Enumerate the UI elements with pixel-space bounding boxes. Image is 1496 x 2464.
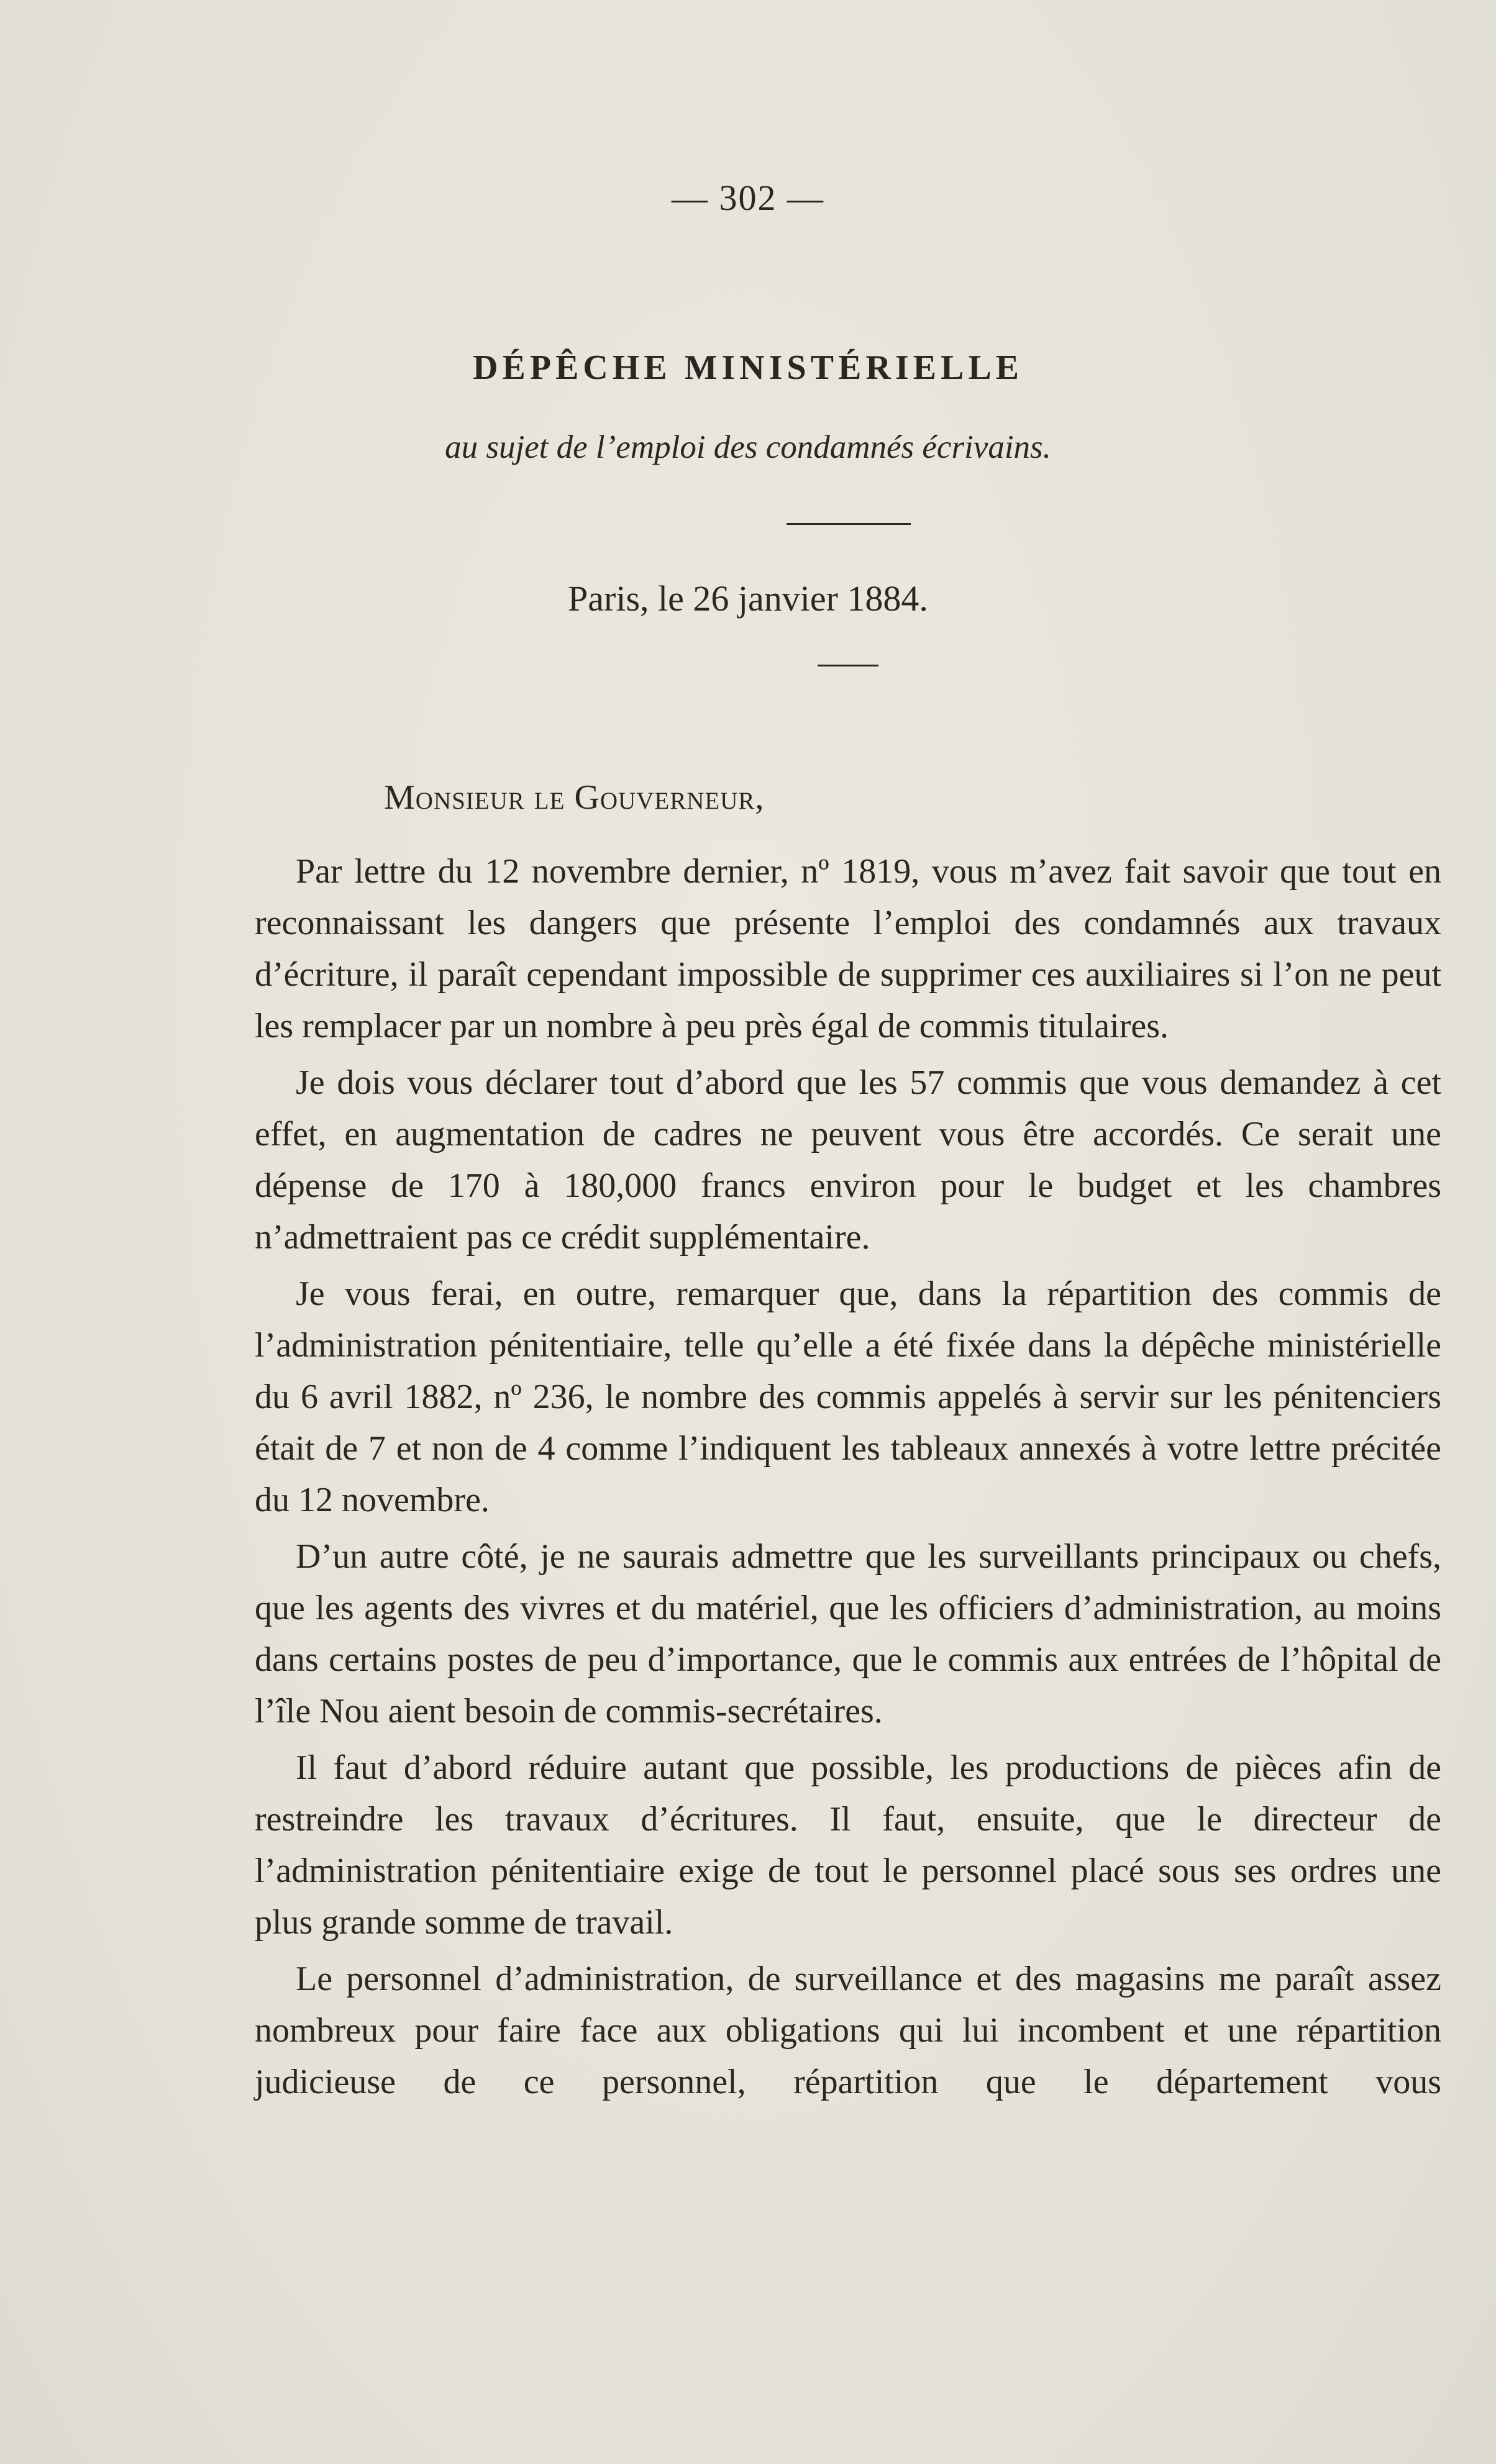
paragraph: Le personnel d’administration, de surveillance et des magasins me paraît assez nombreux pour faire face aux obligations qui lui incombent et une répartition judicieuse de ce personnel, répartition que le département vous — [255, 1960, 1441, 2101]
title-divider — [787, 523, 911, 525]
document-subtitle: au sujet de l’emploi des condamnés écrivains. — [445, 429, 1051, 465]
paragraph: Par lettre du 12 novembre dernier, nº 1819, vous m’avez fait savoir que tout en reconnaissant les dangers que présente l’emploi des condamnés aux travaux d’écriture, il paraît cependant impossible de supprimer ces auxiliaires si l’on ne peut les remplacer par un nombre à peu près égal de commis titulaires. — [255, 852, 1441, 1045]
letter-body — [255, 846, 1441, 2113]
paragraph: Je dois vous déclarer tout d’abord que les 57 commis que vous demandez à cet effet, en augmentation de cadres ne peuvent vous être accordés. Ce serait une dépense de 170 à 180,000 francs environ pour le budget et les chambres n’admettraient pas ce crédit supplémentaire. — [255, 1063, 1441, 1257]
document-title: DÉPÊCHE MINISTÉRIELLE — [472, 348, 1024, 387]
salutation: Monsieur le Gouverneur, — [384, 778, 765, 817]
paragraph: Il faut d’abord réduire autant que possible, les productions de pièces afin de restreindre les travaux d’écritures. Il faut, ensuite, que le directeur de l’administration pénitentiaire exige de tout le personnel placé sous ses ordres une plus grande somme de travail. — [255, 1748, 1441, 1942]
dateline-divider — [818, 665, 878, 666]
page-number: — 302 — — [672, 178, 824, 218]
paragraph: D’un autre côté, je ne saurais admettre que les surveillants principaux ou chefs, que les agents des vivres et du matériel, que les officiers d’administration, au moins dans certains postes de peu d’importance, que le commis aux entrées de l’hôpital de l’île Nou aient besoin de commis-secrétaires. — [255, 1537, 1441, 1730]
paragraph: Je vous ferai, en outre, remarquer que, dans la répartition des commis de l’administration pénitentiaire, telle qu’elle a été fixée dans la dépêche ministérielle du 6 avril 1882, nº 236, le nombre des commis appelés à servir sur les pénitenciers était de 7 et non de 4 comme l’indiquent les tableaux annexés à votre lettre précitée du 12 novembre. — [255, 1275, 1441, 1519]
dateline: Paris, le 26 janvier 1884. — [568, 578, 928, 619]
